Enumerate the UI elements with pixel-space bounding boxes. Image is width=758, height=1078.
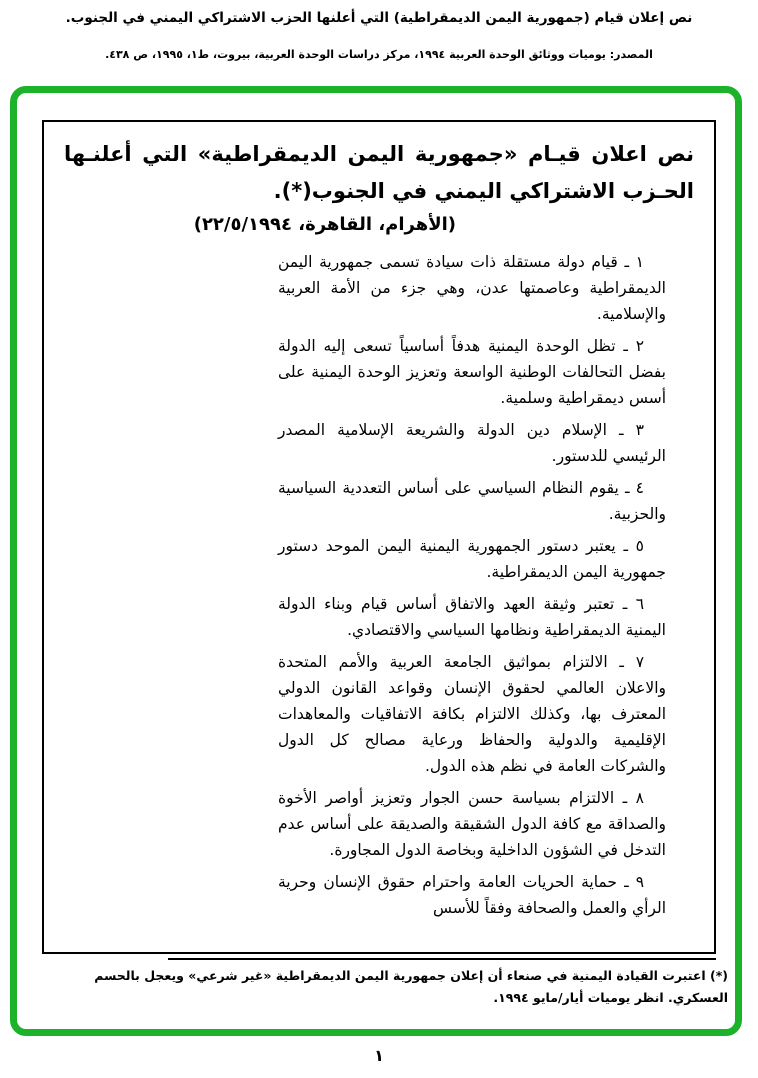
- declaration-item-5: [278, 533, 666, 585]
- item-number: ٤ ـ: [624, 479, 644, 497]
- declaration-item-4: [278, 475, 666, 527]
- item-number: ٩ ـ: [624, 873, 645, 891]
- item-text: قيام دولة مستقلة ذات سيادة تسمى جمهورية اليمن الديمقراطية وعاصمتها عدن، وهي جزء من الأمة العربية والإسلامية.: [278, 253, 666, 323]
- declaration-item-2: [278, 333, 666, 411]
- item-number: ١ ـ: [624, 253, 644, 271]
- footnote-text: اعتبرت القيادة اليمنية في صنعاء أن إعلان جمهورية اليمن الديمقراطية «غير شرعي» ويعجل بالحسم العسكري. انظر يوميات أيار/مايو ١٩٩٤.: [94, 968, 728, 1005]
- document-dateline: (الأهرام، القاهرة، ٢٢/٥/١٩٩٤): [193, 214, 456, 235]
- declaration-list: [278, 249, 666, 921]
- item-number: ٥ ـ: [623, 537, 644, 555]
- declaration-item-9: [278, 869, 666, 921]
- item-text: تظل الوحدة اليمنية هدفاً أساسياً تسعى إليه الدولة بفضل التحالفات الوطنية الواسعة وتعزيز الوحدة اليمنية على أسس ديمقراطية وسلمية.: [278, 337, 666, 407]
- declaration-item-8: [278, 785, 666, 863]
- item-number: ٢ ـ: [623, 337, 645, 355]
- item-text: يعتبر دستور الجمهورية اليمنية اليمن الموحد دستور جمهورية اليمن الديمقراطية.: [278, 537, 666, 581]
- item-number: ٣ ـ: [619, 421, 644, 439]
- declaration-item-1: [278, 249, 666, 327]
- page-number: ١: [374, 1046, 384, 1065]
- declaration-item-7: [278, 649, 666, 779]
- footnote-divider: [168, 958, 716, 960]
- item-text: حماية الحريات العامة واحترام حقوق الإنسان وحرية الرأي والعمل والصحافة وفقاً للأسس: [278, 873, 666, 917]
- item-number: ٦ ـ: [622, 595, 645, 613]
- document-title: نص اعلان قيـام «جمهورية اليمن الديمقراطية» التي أعلنـها الحـزب الاشتراكي اليمني في الجنوب(*).: [64, 142, 694, 203]
- item-text: تعتبر وثيقة العهد والاتفاق أساس قيام وبناء الدولة اليمنية الديمقراطية ونظامها السياسي والاقتصادي.: [278, 595, 666, 639]
- page-header-title: نص إعلان قيام (جمهورية اليمن الديمقراطية) التي أعلنها الحزب الاشتراكي اليمني في الجنوب.: [65, 10, 693, 26]
- item-number: ٧ ـ: [619, 653, 645, 671]
- item-text: الالتزام بمواثيق الجامعة العربية والأمم المتحدة والاعلان العالمي لحقوق الإنسان وقواعد القانون الدولي المعترف بها، وكذلك الالتزام بكافة الاتفاقيات والمعاهدات الإقليمية والدولية والحفاظ ورعاية مصالح كل الدول والشركات العامة في نظم هذه الدول.: [278, 653, 666, 775]
- item-text: الالتزام بسياسة حسن الجوار وتعزيز أواصر الأخوة والصداقة مع كافة الدول الشقيقة والصديقة على أساس عدم التدخل في الشؤون الداخلية وبخاصة الدول المجاورة.: [278, 789, 666, 859]
- item-number: ٨ ـ: [622, 789, 644, 807]
- footnote-marker: (*): [710, 968, 728, 983]
- footnote: [32, 965, 728, 1009]
- declaration-item-6: [278, 591, 666, 643]
- page-header-source: المصدر: يوميات ووثائق الوحدة العربية ١٩٩٤، مركز دراسات الوحدة العربية، بيروت، ط١، ١٩٩٥، ص ٤٣٨.: [105, 48, 653, 61]
- item-text: الإسلام دين الدولة والشريعة الإسلامية المصدر الرئيسي للدستور.: [278, 421, 666, 465]
- document-scan-box: [42, 120, 716, 954]
- declaration-item-3: [278, 417, 666, 469]
- item-text: يقوم النظام السياسي على أساس التعددية السياسية والحزبية.: [278, 479, 666, 523]
